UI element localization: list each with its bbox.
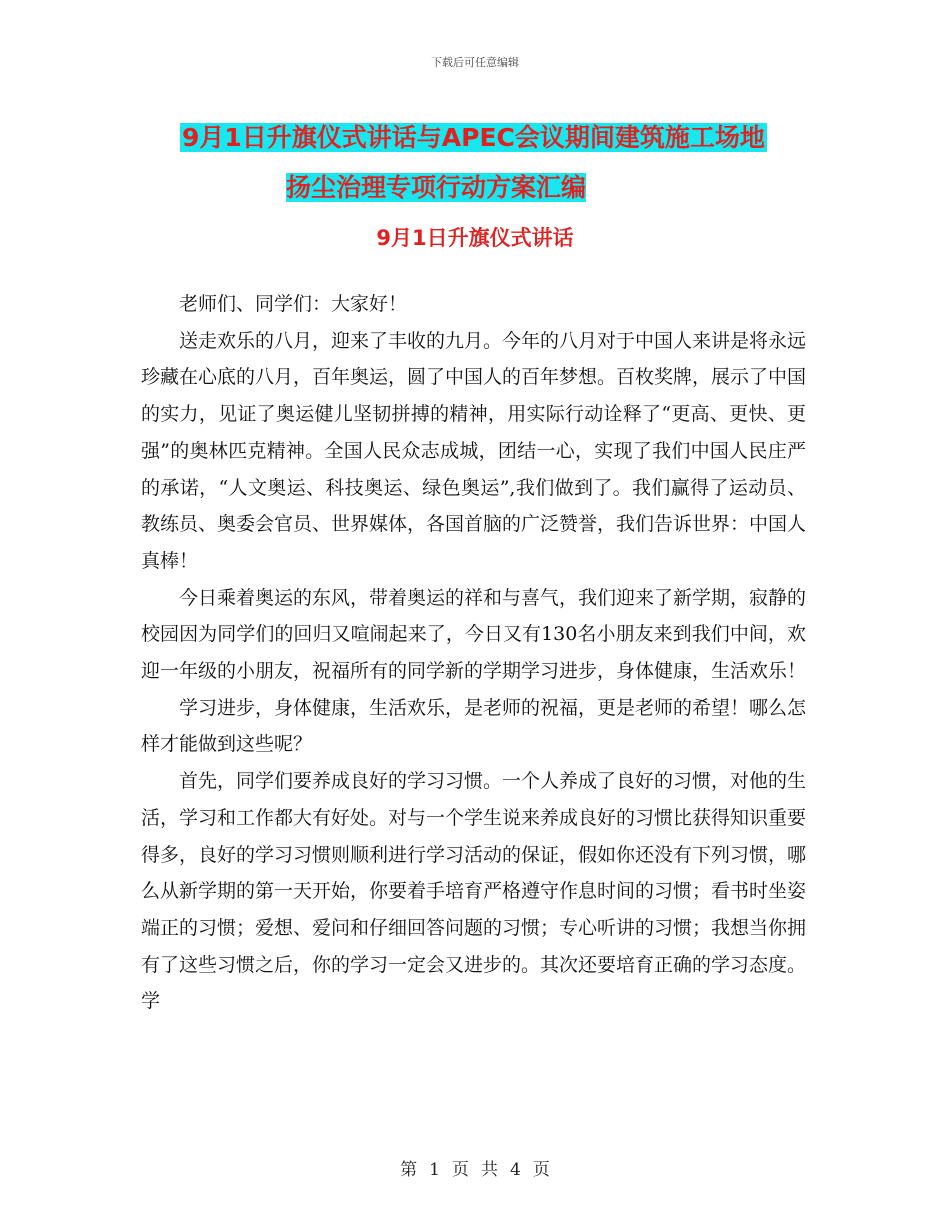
footer-page-unit: 页 bbox=[452, 1160, 469, 1180]
section-heading: 9月1日升旗仪式讲话 bbox=[376, 226, 574, 250]
paragraph: 送走欢乐的八月，迎来了丰收的九月。今年的八月对于中国人来讲是将永远珍藏在心底的八月，百年奥运，圆了中国人的百年梦想。百枚奖牌，展示了中国的实力，见证了奥运健儿坚韧拼搏的精神，用实际行动诠释了“更高、更快、更强”的奥林匹克精神。全国人民众志成城，团结一心，实现了我们中国人民庄严的承诺，“人文奥运、科技奥运、绿色奥运”,我们做到了。我们赢得了运动员、教练员、奥委会官员、世界媒体，各国首脑的广泛赞誉，我们告诉世界：中国人真棒！ bbox=[141, 329, 807, 572]
title-line-1: 9月1日升旗仪式讲话与APEC会议期间建筑施工场地 bbox=[182, 123, 765, 152]
header-note: 下载后可任意编辑 bbox=[431, 56, 519, 69]
footer-page-label: 第 bbox=[400, 1160, 418, 1180]
footer-total-unit: 页 bbox=[532, 1160, 550, 1180]
paragraph-greeting: 老师们、同学们：大家好！ bbox=[179, 293, 408, 315]
footer-page-current: 1 bbox=[429, 1160, 440, 1180]
paragraph: 学习进步，身体健康，生活欢乐，是老师的祝福，更是老师的希望！哪么怎样才能做到这些呢？ bbox=[141, 696, 807, 756]
body-text bbox=[141, 286, 806, 1020]
footer-page-total: 4 bbox=[510, 1160, 521, 1180]
footer-total-label: 共 bbox=[481, 1160, 498, 1180]
document-title bbox=[180, 113, 820, 213]
paragraph: 今日乘着奥运的东风，带着奥运的祥和与喜气，我们迎来了新学期，寂静的校园因为同学们的回归又喧闹起来了，今日又有130名小朋友来到我们中间，欢迎一年级的小朋友，祝福所有的同学新的学期学习进步，身体健康，生活欢乐！ bbox=[141, 586, 807, 683]
title-line-2: 扬尘治理专项行动方案汇编 bbox=[286, 173, 587, 202]
paragraph: 首先，同学们要养成良好的学习习惯。一个人养成了良好的习惯，对他的生活，学习和工作都大有好处。对与一个学生说来养成良好的习惯比获得知识重要得多，良好的学习习惯则顺利进行学习活动的保证，假如你还没有下列习惯，哪么从新学期的第一天开始，你要着手培育严格遵守作息时间的习惯；看书时坐姿端正的习惯；爱想、爱问和仔细回答问题的习惯；专心听讲的习惯；我想当你拥有了这些习惯之后，你的学习一定会又进步的。其次还要培育正确的学习态度。学 bbox=[141, 770, 807, 1013]
page-footer bbox=[0, 1155, 950, 1180]
